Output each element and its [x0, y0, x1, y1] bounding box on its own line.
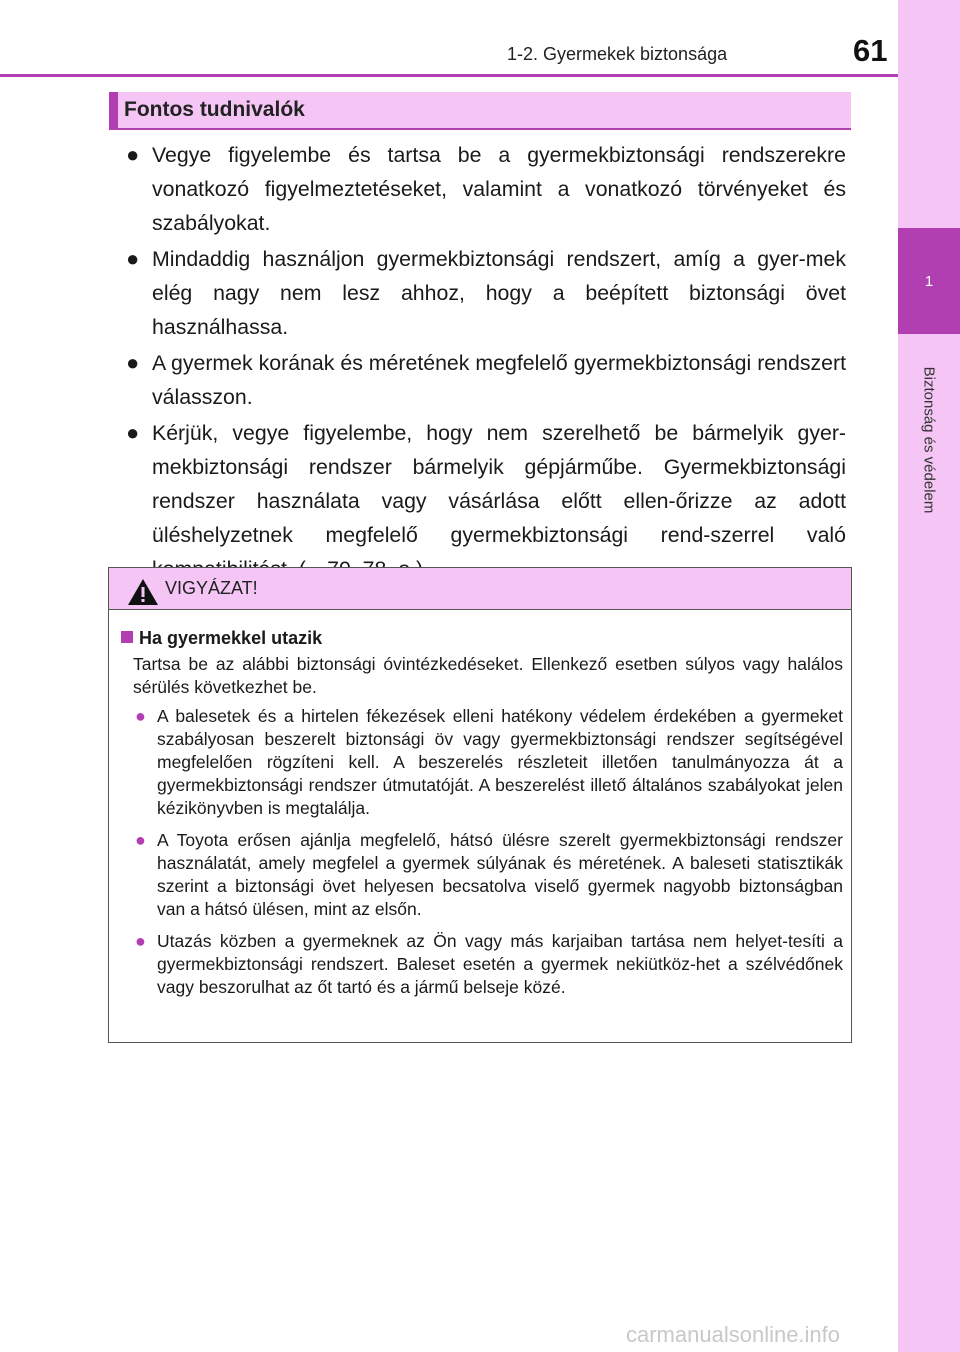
- bullet-icon: ●: [135, 830, 146, 850]
- bullet-icon: ●: [126, 246, 140, 271]
- caution-subheading: [121, 626, 843, 650]
- watermark: carmanualsonline.info: [626, 1322, 841, 1347]
- list-item: [121, 705, 843, 820]
- warning-triangle-icon: [127, 578, 159, 606]
- list-item: [121, 829, 843, 921]
- important-info-title: Fontos tudnivalók: [124, 98, 305, 121]
- caution-list: [121, 705, 843, 999]
- list-item-text: Utazás közben a gyermeknek az Ön vagy más karjaiban tartása nem helyet-tesíti a gyermekbiztonsági rendszert. Baleset esetén a gyermek nekiütköz-het a szélvédőnek vagy beszorulhat az őt tartó és a jármű belseje közé.: [157, 931, 843, 997]
- list-item-text: A gyermek korának és méretének megfelelő gyermekbiztonsági rendszert válasszon.: [152, 351, 846, 409]
- list-item: [126, 346, 846, 414]
- section-title: 1-2. Gyermekek biztonsága: [507, 44, 728, 64]
- list-item-text: Kérjük, vegye figyelembe, hogy nem szerelhető be bármelyik gyer-mekbiztonsági rendszer bármelyik gépjárműbe. Gyermekbiztonsági rendszer használata vagy vásárlása előtt ellen-őrizze az adott üléshelyzetnek megfelelő gyermekbiztonsági rend-szerrel való: [152, 421, 846, 547]
- caution-subheading-text: Ha gyermekkel utazik: [139, 628, 323, 648]
- caution-box: [108, 567, 852, 1043]
- bullet-icon: ●: [126, 142, 140, 167]
- important-info-list: [126, 138, 846, 588]
- list-item: [121, 930, 843, 999]
- chapter-title: Biztonság és védelem: [920, 366, 938, 514]
- bullet-icon: ●: [126, 350, 140, 375]
- list-item-text: Vegye figyelembe és tartsa be a gyermekbiztonsági rendszerekre vonatkozó figyelmeztetéseket, valamint a vonatkozó törvényeket és szabályokat.: [152, 143, 846, 235]
- list-item: [126, 416, 846, 586]
- bullet-icon: ●: [135, 931, 146, 951]
- page-number: 61: [853, 33, 888, 68]
- caution-intro: Tartsa be az alábbi biztonsági óvintézkedéseket. Ellenkező esetben súlyos vagy halálos sérülés következhet be.: [133, 654, 843, 697]
- bullet-icon: ●: [135, 706, 146, 726]
- list-item-text: Mindaddig használjon gyermekbiztonsági rendszert, amíg a gyer-mek elég nagy nem lesz ahhoz, hogy a beépített biztonsági övet használhassa.: [152, 247, 846, 339]
- bullet-icon: ●: [126, 420, 140, 445]
- list-item: [126, 138, 846, 240]
- important-info-header: [109, 92, 851, 130]
- square-bullet-icon: [121, 631, 133, 643]
- accent-bar: [109, 92, 118, 128]
- list-item-text: A balesetek és a hirtelen fékezések elleni hatékony védelem érdekében a gyermeket szabályosan beszerelt biztonsági öv vagy gyermekbiztonsági rendszer segítségével megfelelően rögzíteni kell. A beszerelés részleteit illetően tanulmányozza át a gyermekbiztonsági rendszer útmutatóját. A beszerelést illető általános szabályokat jelen kézikönyvben is megtalálja.: [157, 706, 843, 818]
- chapter-number: 1: [898, 228, 960, 334]
- list-item: [126, 242, 846, 344]
- header-rule: [0, 74, 898, 77]
- caution-body: [121, 626, 843, 1008]
- caution-header: [109, 568, 851, 610]
- list-item-text: A Toyota erősen ajánlja megfelelő, hátsó ülésre szerelt gyermekbiztonsági rendszer használatát, amely megfelel a gyermek súlyának és méretének. A baleseti statisztikák szerint a biztonsági övet helyesen becsatolva viselő gyermek nagyobb biztonságban van a hátsó ülésen, mint az elsőn.: [157, 830, 843, 919]
- caution-title: VIGYÁZAT!: [165, 578, 258, 598]
- side-tab: [898, 0, 960, 1352]
